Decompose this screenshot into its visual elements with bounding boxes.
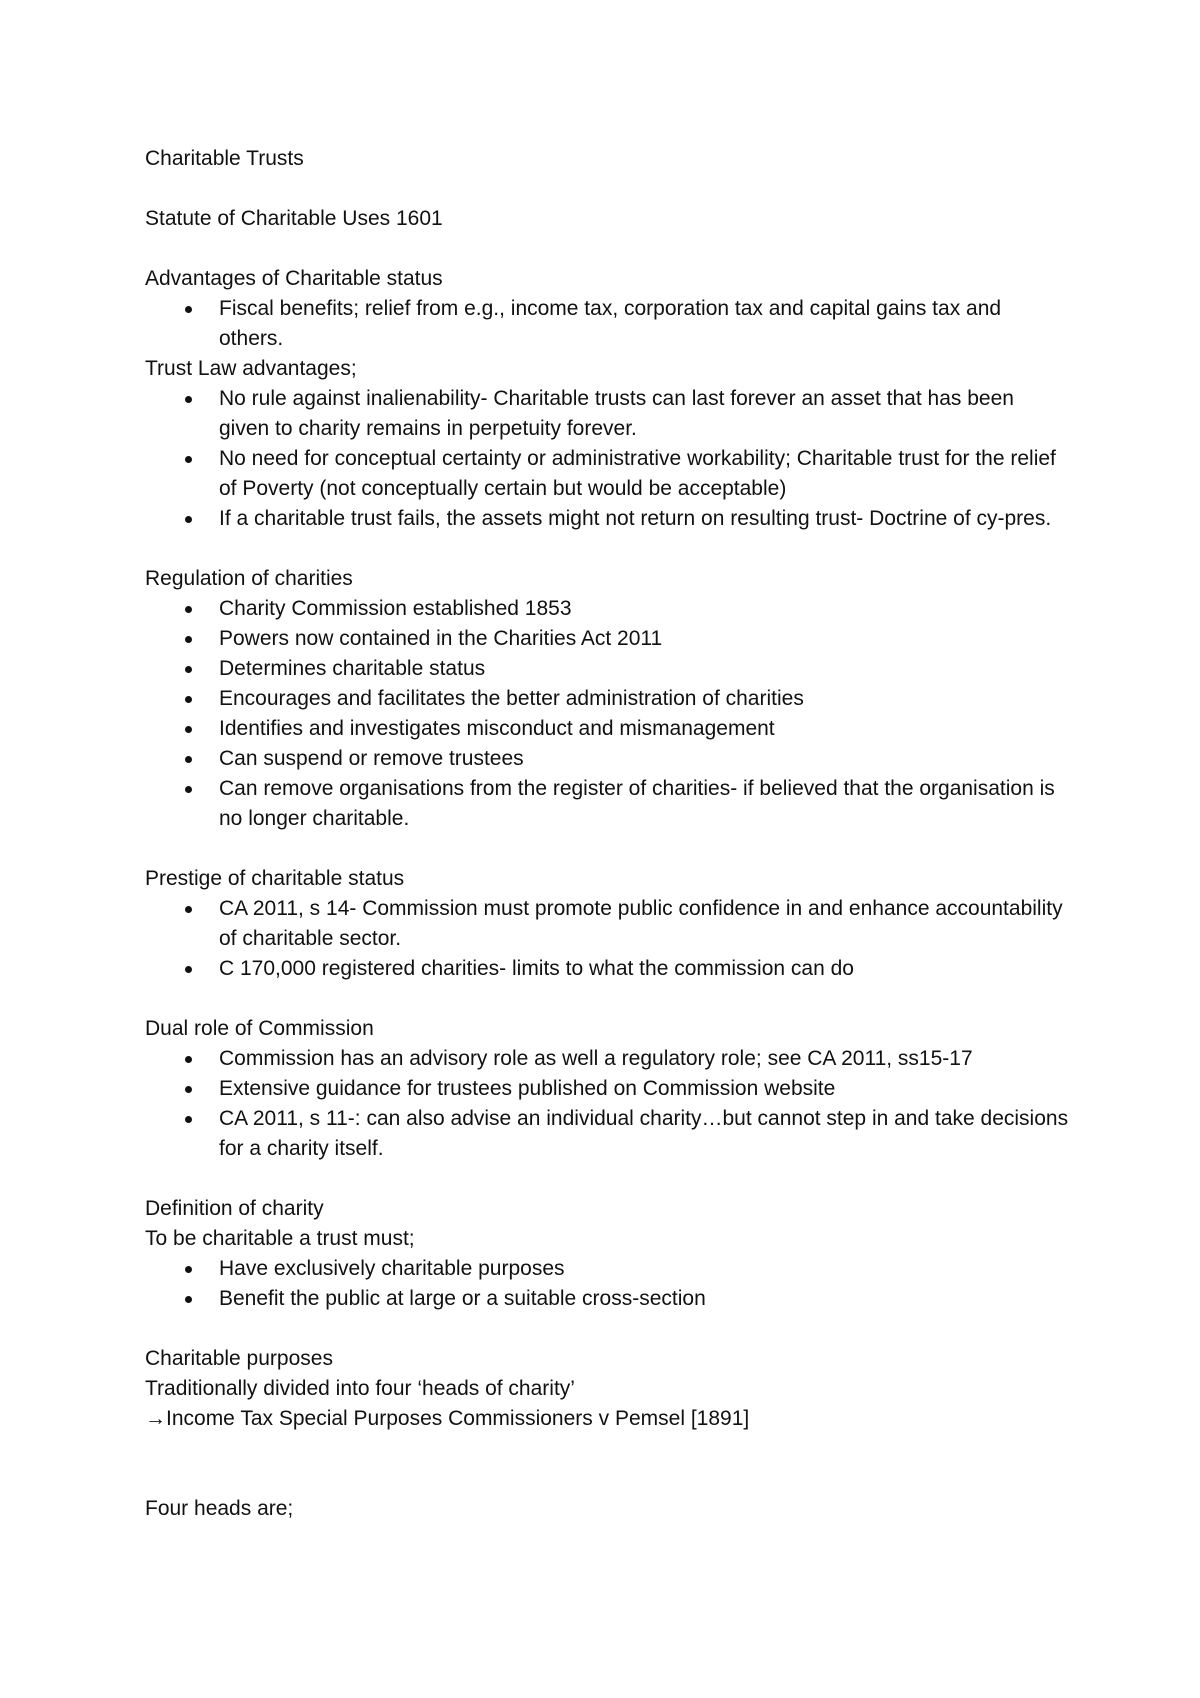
bullet-icon	[185, 696, 192, 703]
bullet-icon	[185, 786, 192, 793]
list-item: Extensive guidance for trustees published on Commission website	[145, 1074, 1069, 1104]
list-item: Can suspend or remove trustees	[145, 744, 1069, 774]
purposes-line: Traditionally divided into four ‘heads of charity’	[145, 1377, 575, 1400]
list-item: Benefit the public at large or a suitable cross-section	[145, 1284, 1069, 1314]
list-item: Determines charitable status	[145, 654, 1069, 684]
list-item: Powers now contained in the Charities Act 2011	[145, 624, 1069, 654]
bullet-icon	[185, 666, 192, 673]
arrow-right-icon: →	[145, 1407, 166, 1430]
regulation-list	[145, 594, 1080, 834]
bullet-icon	[185, 456, 192, 463]
bullet-icon	[185, 1056, 192, 1063]
bullet-icon	[185, 396, 192, 403]
bullet-icon	[185, 606, 192, 613]
case-name: Income Tax Special Purposes Commissioners v Pemsel [1891]	[166, 1407, 750, 1430]
definition-intro: To be charitable a trust must;	[145, 1227, 415, 1250]
case-reference	[145, 1404, 1080, 1434]
list-item: If a charitable trust fails, the assets might not return on resulting trust- Doctrine of cy-pres.	[145, 504, 1069, 534]
prestige-list	[145, 894, 1080, 984]
bullet-icon	[185, 966, 192, 973]
prestige-heading: Prestige of charitable status	[145, 867, 405, 890]
list-item: Have exclusively charitable purposes	[145, 1254, 1069, 1284]
bullet-icon	[185, 1296, 192, 1303]
list-item: Fiscal benefits; relief from e.g., income tax, corporation tax and capital gains tax and others.	[145, 294, 1069, 354]
document-title: Charitable Trusts	[145, 147, 304, 170]
bullet-icon	[185, 306, 192, 313]
list-item: No rule against inalienability- Charitable trusts can last forever an asset that has been given to charity remains in perpetuity forever.	[145, 384, 1069, 444]
bullet-icon	[185, 756, 192, 763]
list-item: CA 2011, s 14- Commission must promote public confidence in and enhance accountability of charitable sector.	[145, 894, 1069, 954]
advantages-list	[145, 294, 1080, 354]
list-item: Charity Commission established 1853	[145, 594, 1069, 624]
bullet-icon	[185, 1266, 192, 1273]
list-item: CA 2011, s 11-: can also advise an individual charity…but cannot step in and take decisions for a charity itself.	[145, 1104, 1069, 1164]
trust-law-heading: Trust Law advantages;	[145, 357, 357, 380]
advantages-heading: Advantages of Charitable status	[145, 267, 443, 290]
list-item: Can remove organisations from the register of charities- if believed that the organisation is no longer charitable.	[145, 774, 1069, 834]
list-item: Commission has an advisory role as well a regulatory role; see CA 2011, ss15-17	[145, 1044, 1069, 1074]
list-item: Encourages and facilitates the better administration of charities	[145, 684, 1069, 714]
list-item: Identifies and investigates misconduct and mismanagement	[145, 714, 1069, 744]
list-item: C 170,000 registered charities- limits to what the commission can do	[145, 954, 1069, 984]
trust-law-list	[145, 384, 1080, 534]
dual-role-heading: Dual role of Commission	[145, 1017, 374, 1040]
dual-role-list	[145, 1044, 1080, 1164]
bullet-icon	[185, 516, 192, 523]
bullet-icon	[185, 1086, 192, 1093]
four-heads-line: Four heads are;	[145, 1497, 294, 1520]
bullet-icon	[185, 1116, 192, 1123]
list-item: No need for conceptual certainty or administrative workability; Charitable trust for the relief of Poverty (not conceptually certain but would be acceptable)	[145, 444, 1069, 504]
statute-line: Statute of Charitable Uses 1601	[145, 207, 443, 230]
bullet-icon	[185, 726, 192, 733]
bullet-icon	[185, 906, 192, 913]
definition-list	[145, 1254, 1080, 1314]
bullet-icon	[185, 636, 192, 643]
purposes-heading: Charitable purposes	[145, 1347, 333, 1370]
definition-heading: Definition of charity	[145, 1197, 324, 1220]
regulation-heading: Regulation of charities	[145, 567, 353, 590]
